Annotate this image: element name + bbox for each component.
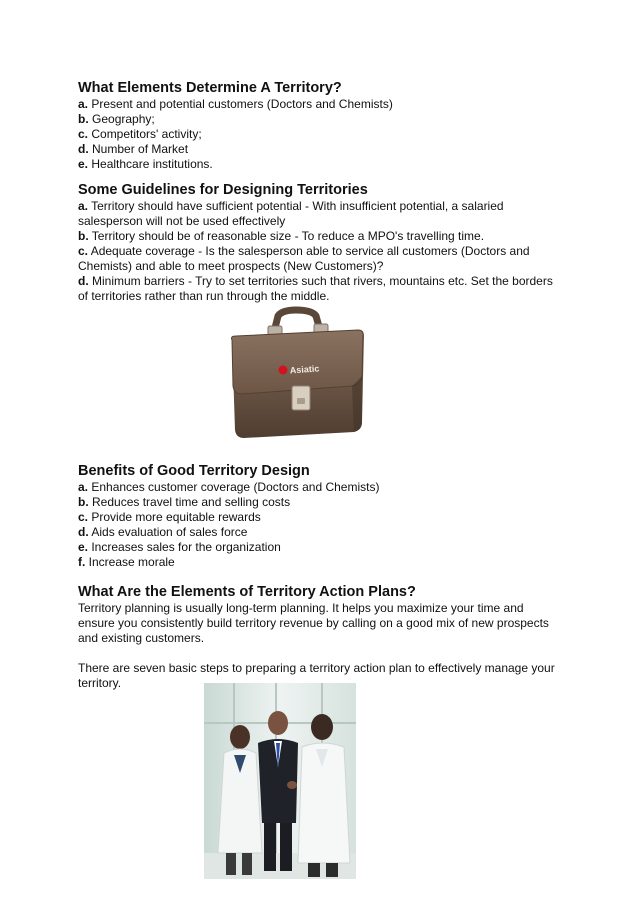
section-heading: What Are the Elements of Territory Action Plans? <box>78 584 416 600</box>
list-item <box>78 495 558 510</box>
item-text: Increases sales for the organization <box>88 540 281 554</box>
list-item <box>78 127 558 142</box>
item-letter: d. <box>78 274 89 288</box>
list-item <box>78 244 558 274</box>
briefcase-image <box>222 306 370 442</box>
list-item <box>78 229 558 244</box>
item-letter: a. <box>78 480 89 494</box>
item-text: Adequate coverage - Is the salesperson able to service all customers (Doctors and Chemists) and able to meet prospects (New Customers)? <box>78 244 530 273</box>
list-item <box>78 199 558 229</box>
paragraph: Territory planning is usually long-term planning. It helps you maximize your time and ensure you consistently build territory revenue by calling on a good mix of new prospects and existing customers. <box>78 601 549 645</box>
list-item <box>78 480 558 495</box>
list-item <box>78 97 558 112</box>
item-letter: b. <box>78 229 89 243</box>
section-benefits <box>78 463 558 570</box>
list-item <box>78 142 558 157</box>
list-item <box>78 274 558 304</box>
item-letter: d. <box>78 142 89 156</box>
section-action-plans <box>78 584 558 691</box>
item-text: Territory should be of reasonable size - To reduce a MPO's travelling time. <box>88 229 485 243</box>
paragraph: There are seven basic steps to preparing a territory action plan to effectively manage your territory. <box>78 661 555 690</box>
item-text: Geography; <box>88 112 155 126</box>
item-text: Enhances customer coverage (Doctors and Chemists) <box>88 480 380 494</box>
item-text: Provide more equitable rewards <box>88 510 261 524</box>
item-text: Aids evaluation of sales force <box>88 525 248 539</box>
list-item <box>78 112 558 127</box>
section-heading: Some Guidelines for Designing Territories <box>78 182 368 198</box>
item-letter: e. <box>78 157 89 171</box>
item-letter: c. <box>78 510 89 524</box>
section-guidelines <box>78 182 558 304</box>
item-letter: c. <box>78 244 89 258</box>
list-item <box>78 555 558 570</box>
section-heading: What Elements Determine A Territory? <box>78 80 342 96</box>
section-territory-elements <box>78 80 558 172</box>
item-text: Reduces travel time and selling costs <box>88 495 291 509</box>
item-text: Present and potential customers (Doctors and Chemists) <box>88 97 393 111</box>
item-letter: b. <box>78 112 89 126</box>
item-letter: b. <box>78 495 89 509</box>
item-text: Minimum barriers - Try to set territories such that rivers, mountains etc. Set the borders of territories rather than run through the middle. <box>78 274 553 303</box>
item-letter: c. <box>78 127 89 141</box>
list-item <box>78 540 558 555</box>
list-item <box>78 157 558 172</box>
item-letter: f. <box>78 555 86 569</box>
item-letter: d. <box>78 525 89 539</box>
item-text: Healthcare institutions. <box>88 157 213 171</box>
item-text: Territory should have sufficient potential - With insufficient potential, a salaried salesperson will not be used effectively <box>78 199 504 228</box>
item-text: Number of Market <box>88 142 189 156</box>
item-text: Increase morale <box>85 555 175 569</box>
item-letter: a. <box>78 97 89 111</box>
logo-icon <box>279 366 288 375</box>
briefcase-brand: Asiatic <box>289 363 320 376</box>
list-item <box>78 525 558 540</box>
item-text: Competitors' activity; <box>88 127 202 141</box>
doctors-meeting-image <box>204 683 356 879</box>
list-item <box>78 510 558 525</box>
item-letter: a. <box>78 199 89 213</box>
item-letter: e. <box>78 540 89 554</box>
section-heading: Benefits of Good Territory Design <box>78 463 310 479</box>
